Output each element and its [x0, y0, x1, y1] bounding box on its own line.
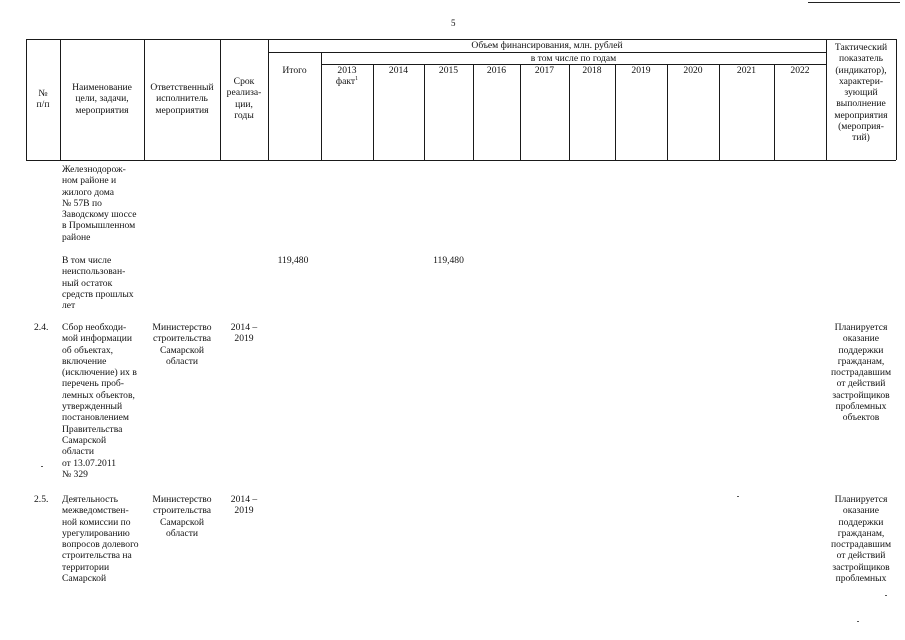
header-num: № п/п — [36, 88, 50, 111]
col-line — [719, 64, 720, 160]
col-line — [520, 64, 521, 160]
header-year-2013 — [321, 65, 373, 88]
row-indicator: Планируется оказание поддержки гражданам, пострадавшим от действий застройщиков проблемных — [830, 494, 892, 585]
header-year-2015: 2015 — [438, 65, 459, 76]
col-line — [268, 39, 269, 160]
row-responsible: Министерство строительства Самарской области — [152, 494, 212, 539]
header-total: Итого — [282, 65, 307, 76]
row-term: 2014 – 2019 — [230, 322, 258, 345]
row-indicator: Планируется оказание поддержки гражданам, пострадавшим от действий застройщиков проблемных объектов — [830, 322, 892, 424]
row-name: Деятельность межведомствен- ной комиссии по урегулированию вопросов долевого строительства на территории Самарской — [62, 494, 139, 585]
row-total: 119,480 — [277, 255, 309, 266]
col-line — [473, 64, 474, 160]
header-funding-title: Объем финансирования, млн. рублей — [471, 40, 623, 51]
header-responsible: Ответственный исполнитель мероприятия — [150, 82, 214, 116]
row-responsible: Министерство строительства Самарской области — [152, 322, 212, 367]
corner-rule — [808, 2, 900, 3]
col-line — [667, 64, 668, 160]
scan-speck — [737, 496, 739, 497]
row-value-2015: 119,480 — [433, 255, 464, 266]
year-2013-label: 2013 — [337, 65, 357, 76]
header-year-2017: 2017 — [534, 65, 555, 76]
row-number: 2.4. — [34, 322, 49, 333]
fact-label — [321, 76, 373, 87]
header-term: Срок реализа- ции, годы — [226, 76, 262, 121]
header-year-2018: 2018 — [582, 65, 602, 76]
header-name: Наименование цели, задачи, мероприятия — [72, 82, 132, 116]
row-name: Сбор необходи- мой информации об объектах, включение (исключение) их в перечень проб- лемных объектов, утвержденный постановлением Правительства Самарской области от 13.07.2011 № 329 — [62, 322, 137, 480]
row-name: В том числе неиспользован- ный остаток средств прошлых лет — [62, 255, 134, 312]
header-year-2021: 2021 — [736, 65, 757, 76]
scan-speck — [885, 595, 887, 596]
scan-speck — [857, 621, 859, 622]
header-indicator: Тактический показатель (индикатор), характери- зующий выполнение мероприятия (мероприя- тий) — [834, 42, 888, 144]
row-number: 2.5. — [34, 494, 49, 505]
fact-footnote-mark: 1 — [355, 76, 359, 83]
scan-speck — [41, 466, 43, 467]
page-number: 5 — [451, 18, 456, 28]
header-year-2019: 2019 — [631, 65, 651, 76]
col-line — [373, 64, 374, 160]
row-name: Железнодорож- ном районе и жилого дома № 57В по Заводскому шоссе в Промышленном районе — [62, 164, 137, 243]
row-term: 2014 – 2019 — [230, 494, 258, 517]
col-line — [569, 64, 570, 160]
fact-text: факт — [335, 76, 356, 88]
col-line — [896, 39, 897, 160]
header-by-years: в том числе по годам — [530, 53, 617, 64]
header-year-2014: 2014 — [388, 65, 409, 76]
col-line — [615, 64, 616, 160]
header-year-2022: 2022 — [790, 65, 810, 76]
header-bottom-rule — [26, 160, 896, 161]
header-year-2020: 2020 — [683, 65, 703, 76]
col-line — [774, 64, 775, 160]
header-year-2016: 2016 — [486, 65, 507, 76]
col-line — [424, 64, 425, 160]
